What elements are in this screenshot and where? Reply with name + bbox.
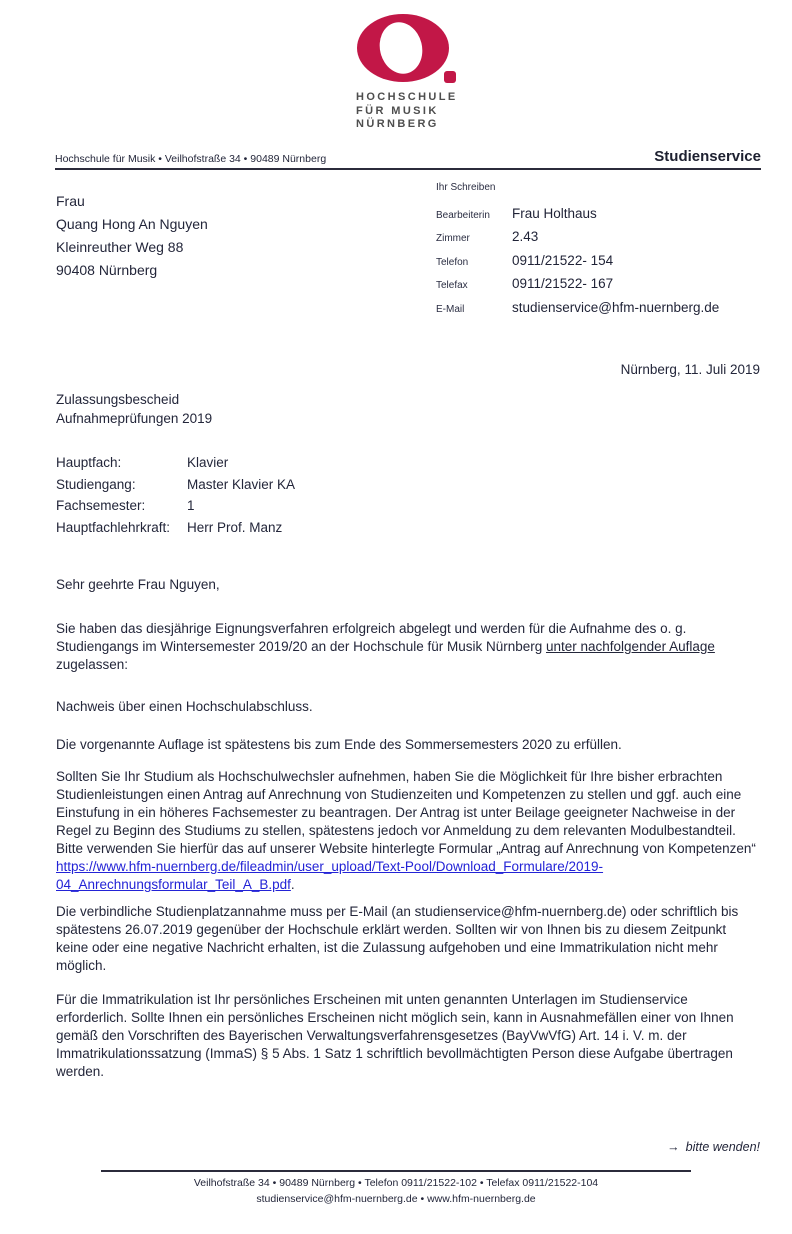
- anrechnungsformular-link[interactable]: https://www.hfm-nuernberg.de/fileadmin/user_upload/Text-Pool/Download_Formulare/2019-04_Anrechnungsformular_Teil_A_B.pdf: [56, 859, 604, 892]
- paragraph-text: Sollten Sie Ihr Studium als Hochschulwechsler aufnehmen, haben Sie die Möglichkeit für Ihre bisher erbrachten Studienleistungen einen Antrag auf Anrechnung von Studienzeiten und Kompetenzen zu stellen und ggf. auch eine Einstufung in ein höheres Fachsemester zu beantragen. Der Antrag ist unter Beilage geeigneter Nachweise in der Regel zu Beginn des Studiums zu stellen, spätestens jedoch vor Anmeldung zu dem relevanten Modulbestandteil. Bitte verwenden Sie hierfür das auf unserer Website hinterlegte Formular „Antrag auf Anrechnung von Kompetenzen“: [56, 769, 756, 856]
- contact-value: 2.43: [512, 229, 539, 244]
- turn-page-text: bitte wenden!: [685, 1140, 760, 1154]
- letterhead-rule-row: [55, 148, 761, 170]
- contact-value: 0911/21522- 154: [512, 252, 614, 268]
- recipient-line: Frau: [56, 193, 85, 209]
- department-title: Studienservice: [654, 148, 761, 165]
- contact-row-bearbeiterin: [436, 206, 762, 230]
- contact-value: studienservice@hfm-nuernberg.de: [512, 299, 720, 315]
- recipient-line: Quang Hong An Nguyen: [56, 216, 208, 232]
- turn-page-note: [667, 1140, 760, 1154]
- letter-footer: [101, 1170, 691, 1207]
- hfm-logo: [356, 12, 466, 132]
- paragraph-deadline: Die vorgenannte Auflage ist spätestens bis zum Ende des Sommersemesters 2020 zu erfüllen.: [56, 737, 622, 752]
- details-label: Hauptfachlehrkraft:: [56, 519, 171, 535]
- details-value: Herr Prof. Manz: [187, 519, 283, 535]
- recipient-line: 90408 Nürnberg: [56, 262, 158, 278]
- logo-wordmark-line3: NÜRNBERG: [356, 118, 439, 130]
- contact-label: Zimmer: [436, 233, 470, 244]
- paragraph-admission: [56, 620, 762, 674]
- details-label: Fachsemester:: [56, 498, 146, 513]
- study-details-block: [56, 452, 295, 538]
- recipient-address-block: [56, 190, 208, 282]
- sender-return-address: Hochschule für Musik • Veilhofstraße 34 • 90489 Nürnberg: [55, 153, 327, 165]
- subject-line1: Zulassungsbescheid: [56, 392, 180, 407]
- details-label: Hauptfach:: [56, 455, 122, 470]
- logo-wordmark: [356, 91, 466, 132]
- contact-row-zimmer: [436, 229, 762, 253]
- contact-row-telefax: [436, 276, 762, 300]
- footer-line2: studienservice@hfm-nuernberg.de • www.hfm-nuernberg.de: [256, 1193, 536, 1205]
- paragraph-text: zugelassen:: [56, 657, 129, 672]
- contact-value: 0911/21522- 167: [512, 276, 614, 291]
- details-row-hauptfach: [56, 452, 295, 474]
- subject-block: [56, 390, 212, 428]
- footer-line1: Veilhofstraße 34 • 90489 Nürnberg • Telefon 0911/21522-102 • Telefax 0911/21522-104: [193, 1177, 599, 1189]
- logo-wordmark-line2: FÜR MUSIK: [356, 104, 439, 117]
- details-row-fachsemester: [56, 495, 295, 517]
- details-value: 1: [187, 498, 195, 513]
- details-value: Klavier: [187, 455, 229, 470]
- contact-value: Frau Holthaus: [512, 205, 597, 221]
- subject-line2: Aufnahmeprüfungen 2019: [56, 411, 213, 426]
- contact-info-block: [436, 182, 762, 323]
- contact-label: Telefon: [436, 256, 469, 268]
- paragraph-immatrikulation: Für die Immatrikulation ist Ihr persönliches Erscheinen mit unten genannten Unterlagen im Studienservice erforderlich. Sollte Ihnen ein persönliches Erscheinen nicht möglich sein, kann in Ausnahmefällen einer von Ihnen gemäß den Vorschriften des Bayerischen Verwaltungsverfahrensgesetzes (BayVwVfG) Art. 14 i. V. m. der Immatrikulationssatzung (ImmaS) § 5 Abs. 1 Satz 1 schriftlich bevollmächtigten Person diese Aufgabe übertragen werden.: [56, 992, 734, 1079]
- details-row-studiengang: [56, 474, 295, 496]
- arrow-right-icon: →: [667, 1140, 680, 1154]
- logo-wordmark-line1: HOCHSCHULE: [356, 91, 458, 103]
- contact-row-telefon: [436, 253, 762, 277]
- salutation: Sehr geehrte Frau Nguyen,: [56, 577, 220, 592]
- paragraph-requirement: Nachweis über einen Hochschulabschluss.: [56, 699, 313, 714]
- dateline: Nürnberg, 11. Juli 2019: [620, 362, 760, 377]
- paragraph-text: .: [290, 877, 295, 892]
- details-value: Master Klavier KA: [187, 476, 296, 492]
- underlined-condition-text: unter nachfolgender Auflage: [546, 639, 715, 654]
- hfm-o-logo-icon: [356, 12, 458, 86]
- details-label: Studiengang:: [56, 476, 136, 492]
- contact-label: Telefax: [436, 280, 468, 291]
- contact-row-email: [436, 300, 762, 324]
- details-row-hauptfachlehrkraft: [56, 517, 295, 539]
- recipient-line: Kleinreuther Weg 88: [56, 239, 184, 255]
- contact-label: E-Mail: [436, 303, 465, 315]
- contact-row-ihr-schreiben: [436, 182, 762, 206]
- paragraph-text: Sie haben das diesjährige Eignungsverfahren erfolgreich abgelegt und werden für die Aufnahme des o. g. Studiengangs im Wintersemester 2019/20 an der Hochschule für Musik Nürnberg: [56, 621, 687, 654]
- contact-label: Bearbeiterin: [436, 209, 490, 221]
- contact-label: Ihr Schreiben: [436, 182, 496, 193]
- paragraph-transfer: [56, 768, 762, 894]
- paragraph-acceptance: Die verbindliche Studienplatzannahme muss per E-Mail (an studienservice@hfm-nuernberg.de) oder schriftlich bis spätestens 26.07.2019 gegenüber der Hochschule erklärt werden. Sollten wir von Ihnen bis zu diesem Zeitpunkt keine oder eine negative Nachricht erhalten, ist die Zulassung aufgehoben und eine Immatrikulation nicht mehr möglich.: [56, 904, 739, 973]
